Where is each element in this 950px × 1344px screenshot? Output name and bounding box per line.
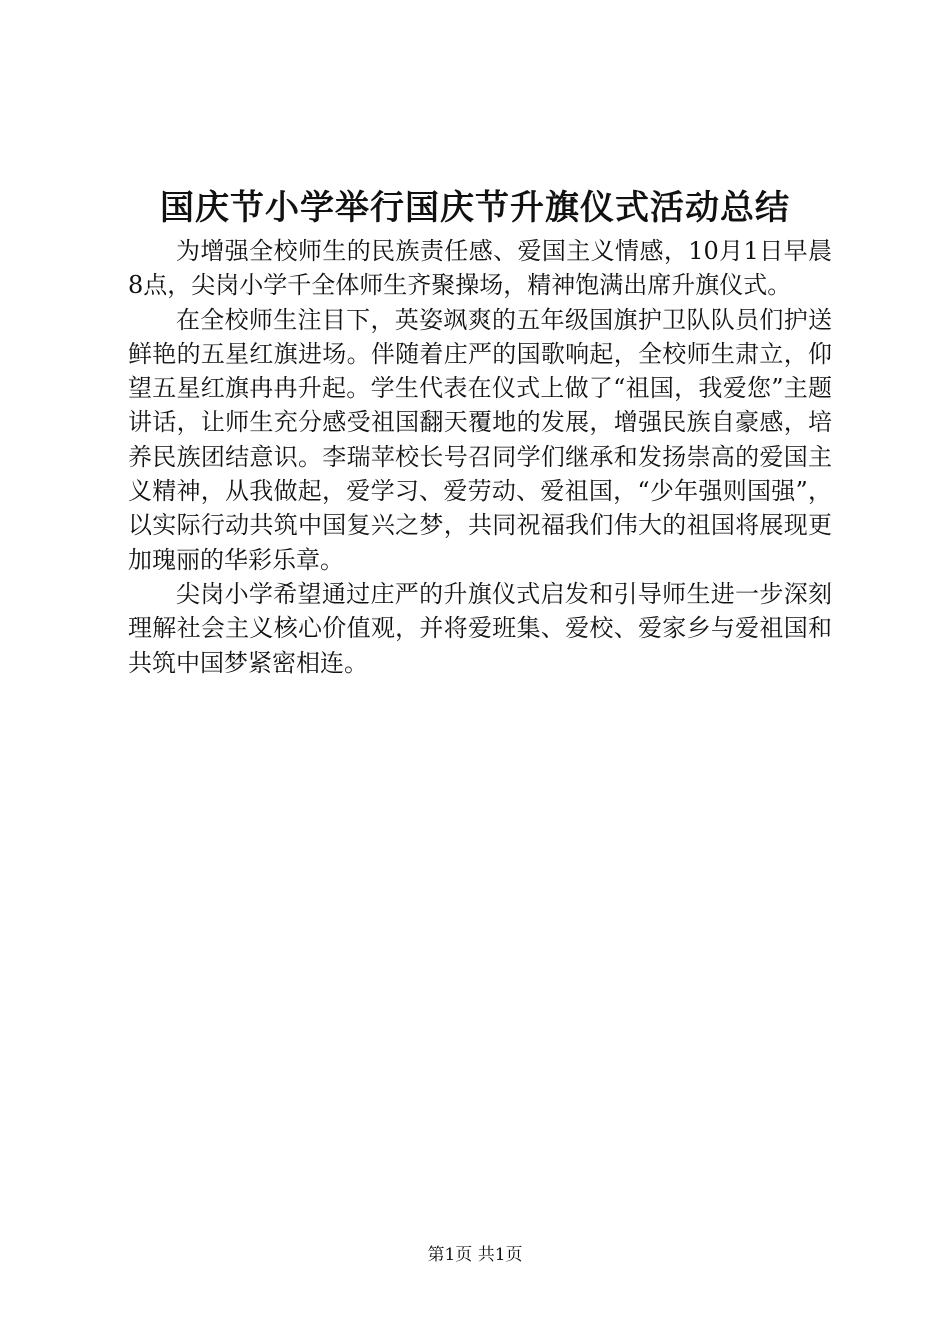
paragraph-2: 在全校师生注目下，英姿飒爽的五年级国旗护卫队队员们护送鲜艳的五星红旗进场。伴随着庄严的国歌响起，全校师生肃立，仰望五星红旗冉冉升起。学生代表在仪式上做了“祖国，我爱您”主题讲话，让师生充分感受祖国翻天覆地的发展，增强民族自豪感，培养民族团结意识。李瑞苹校长号召同学们继承和发扬崇高的爱国主义精神，从我做起，爱学习、爱劳动、爱祖国，“少年强则国强”，以实际行动共筑中国复兴之梦，共同祝福我们伟大的祖国将展现更加瑰丽的华彩乐章。 bbox=[128, 305, 832, 574]
page-total: 共1页 bbox=[477, 1245, 523, 1265]
page-footer bbox=[0, 1244, 950, 1266]
document-body bbox=[128, 234, 832, 680]
page-number: 第1页 bbox=[427, 1245, 473, 1265]
paragraph-1: 为增强全校师生的民族责任感、爱国主义情感，10月1日早晨8点，尖岗小学千全体师生齐聚操场，精神饱满出席升旗仪式。 bbox=[128, 237, 832, 300]
document-title: 国庆节小学举行国庆节升旗仪式活动总结 bbox=[160, 188, 790, 228]
paragraph-3: 尖岗小学希望通过庄严的升旗仪式启发和引导师生进一步深刻理解社会主义核心价值观，并将爱班集、爱校、爱家乡与爱祖国和共筑中国梦紧密相连。 bbox=[128, 579, 832, 677]
